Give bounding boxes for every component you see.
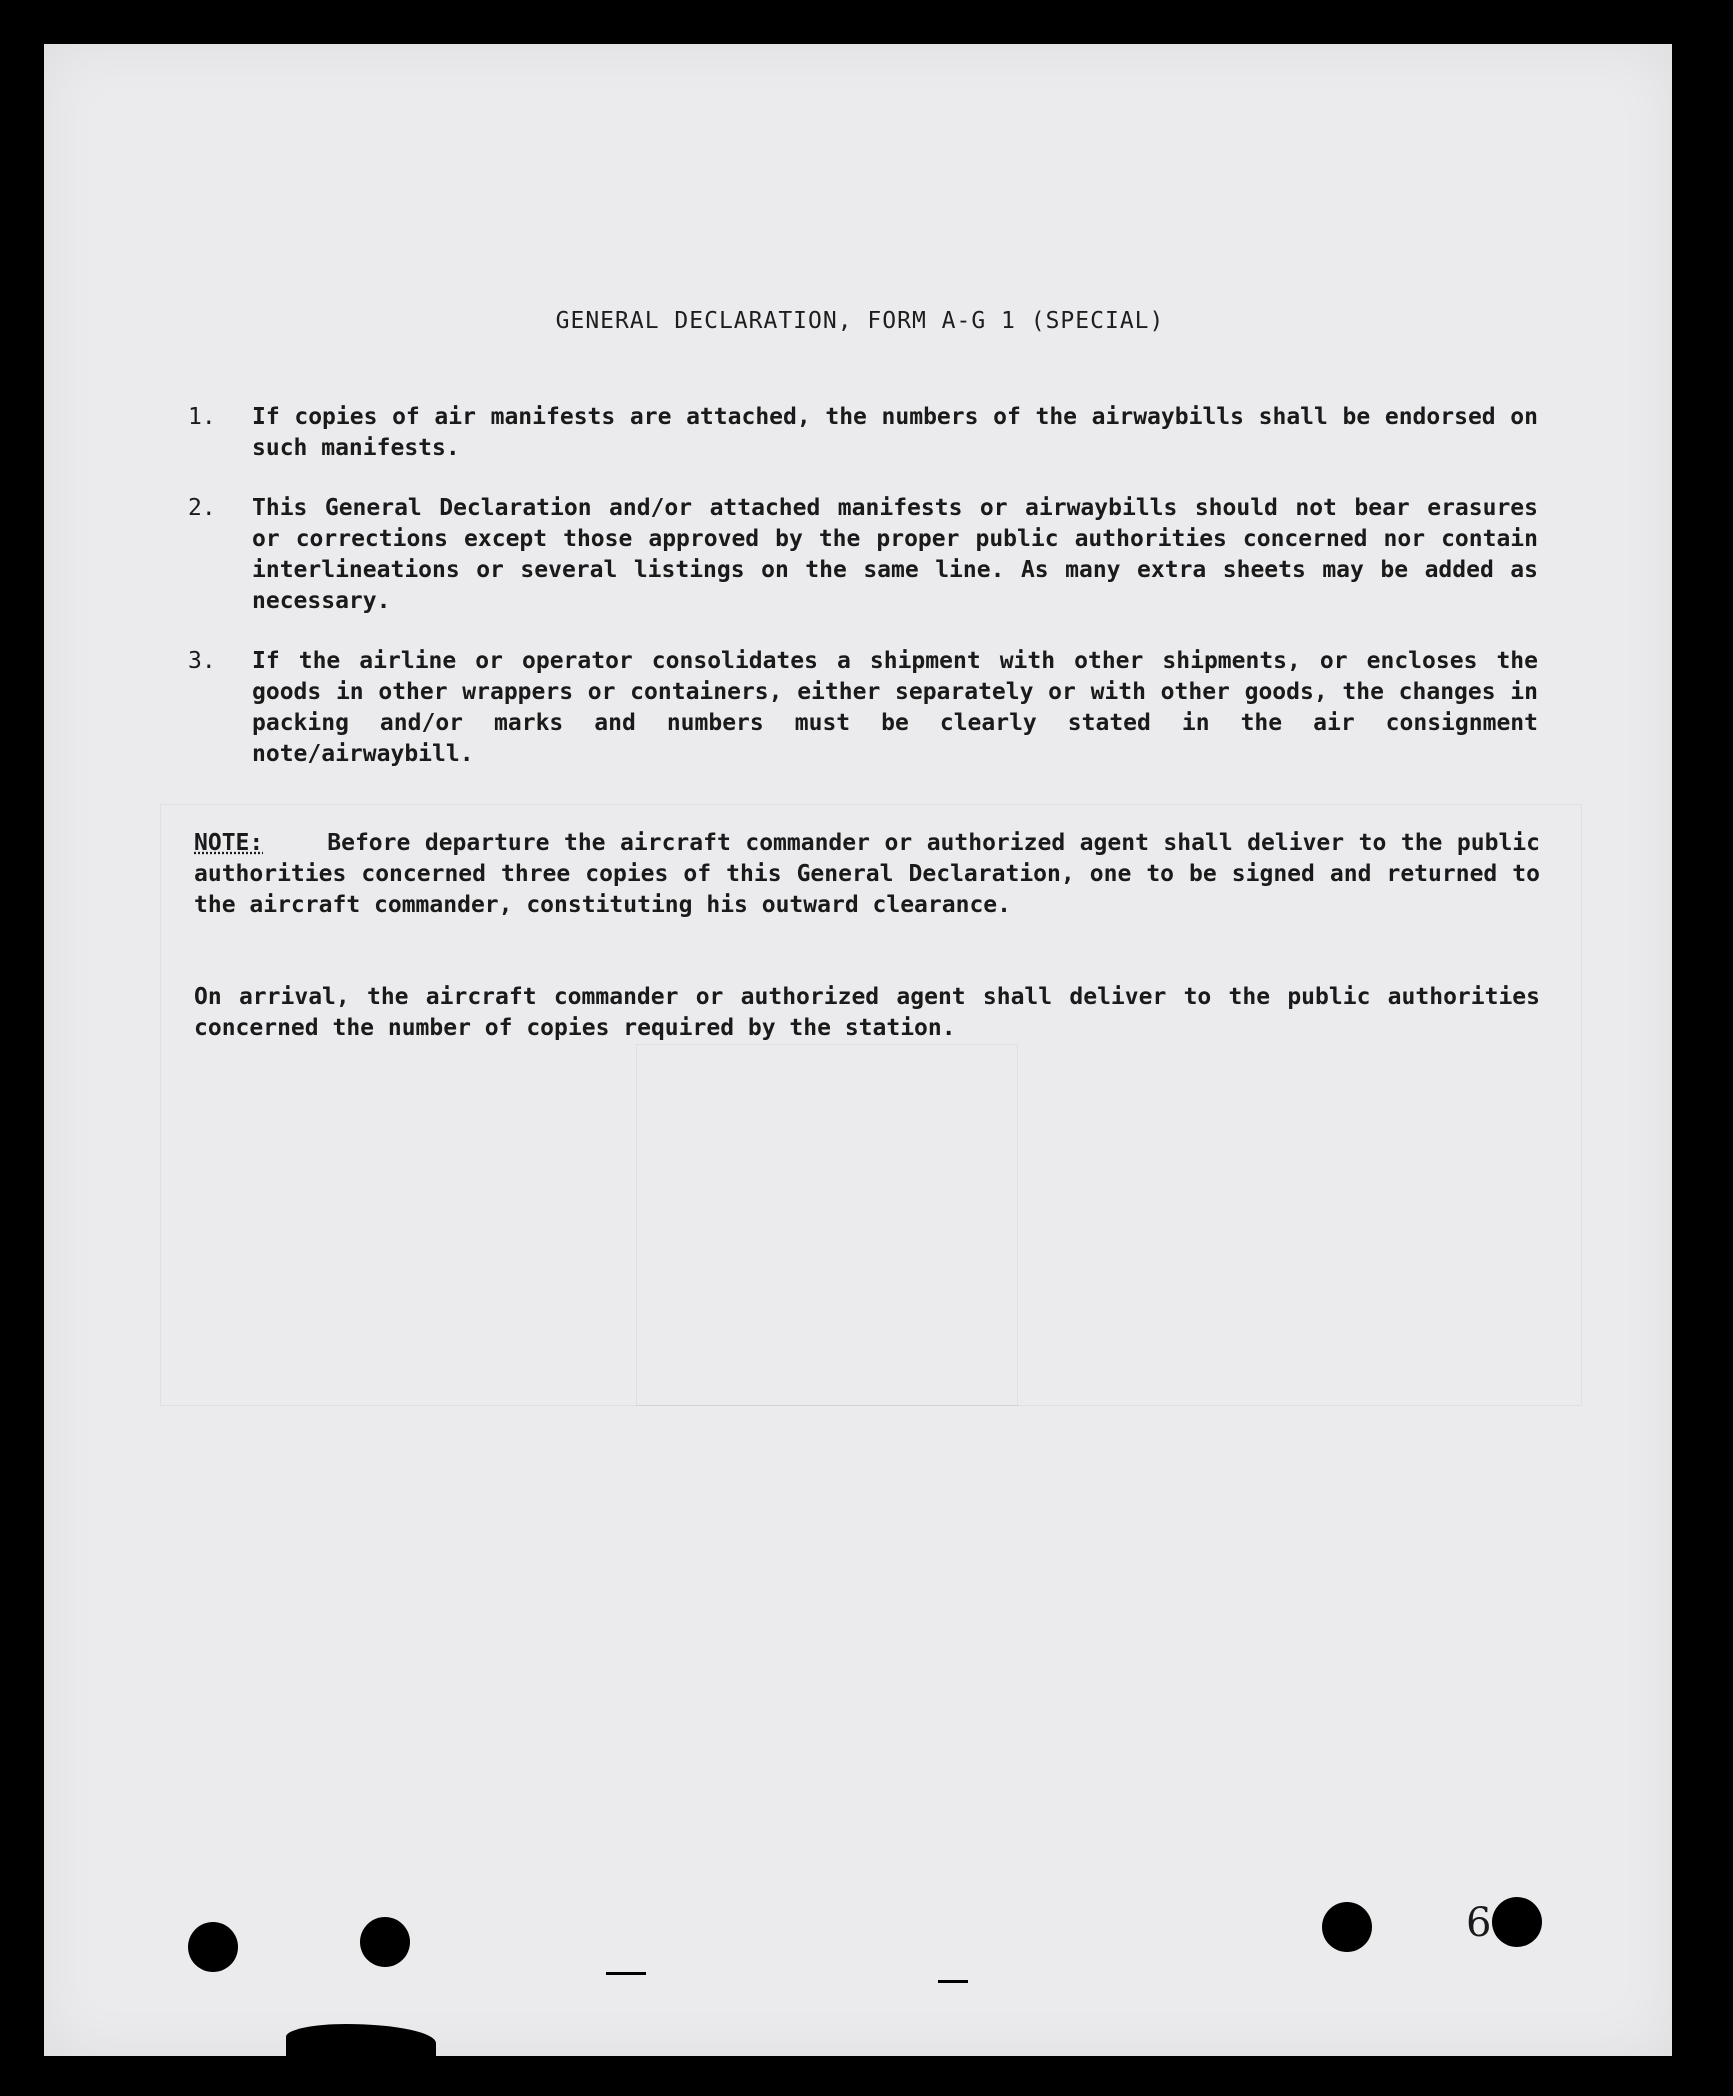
instruction-item-2 <box>188 493 1538 617</box>
punch-hole-left-1 <box>188 1922 238 1972</box>
note-label: NOTE: <box>194 830 264 856</box>
instruction-item-3 <box>188 646 1538 770</box>
document-page <box>44 44 1672 2056</box>
bleed-through-column <box>636 1044 1018 1406</box>
item-text: This General Declaration and/or attached manifests or airwaybills should not bear erasures or corrections except those approved by the proper public authorities concerned nor contain interlineations or several listings on the same line. As many extra sheets may be added as necessary. <box>252 495 1538 614</box>
item-text: If copies of air manifests are attached, the numbers of the airwaybills shall be endorsed on such manifests. <box>252 404 1538 461</box>
note-paragraph <box>194 828 1540 921</box>
stray-mark-1 <box>606 1972 646 1975</box>
document-title: GENERAL DECLARATION, FORM A-G 1 (SPECIAL) <box>555 308 1165 334</box>
punch-hole-right-1 <box>1322 1902 1372 1952</box>
item-number: 3. <box>188 648 216 674</box>
instruction-item-1 <box>188 402 1538 464</box>
corner-mark: 6 <box>1466 1900 1492 1946</box>
arrival-text: On arrival, the aircraft commander or authorized agent shall deliver to the public authorities concerned the number of copies required by the station. <box>194 984 1540 1041</box>
note-text: Before departure the aircraft commander or authorized agent shall deliver to the public authorities concerned three copies of this General Declaration, one to be signed and returned to the aircraft commander, constituting his outward clearance. <box>194 830 1540 918</box>
stray-mark-2 <box>938 1980 968 1983</box>
punch-hole-right-2 <box>1492 1897 1542 1947</box>
punch-hole-left-2 <box>360 1917 410 1967</box>
item-text: If the airline or operator consolidates a shipment with other shipments, or encloses the goods in other wrappers or containers, either separately or with other goods, the changes in packing and/or marks and numbers must be clearly stated in the air consignment note/airwaybill. <box>252 648 1538 767</box>
item-number: 1. <box>188 404 216 430</box>
arrival-paragraph <box>194 982 1540 1044</box>
item-number: 2. <box>188 495 216 521</box>
